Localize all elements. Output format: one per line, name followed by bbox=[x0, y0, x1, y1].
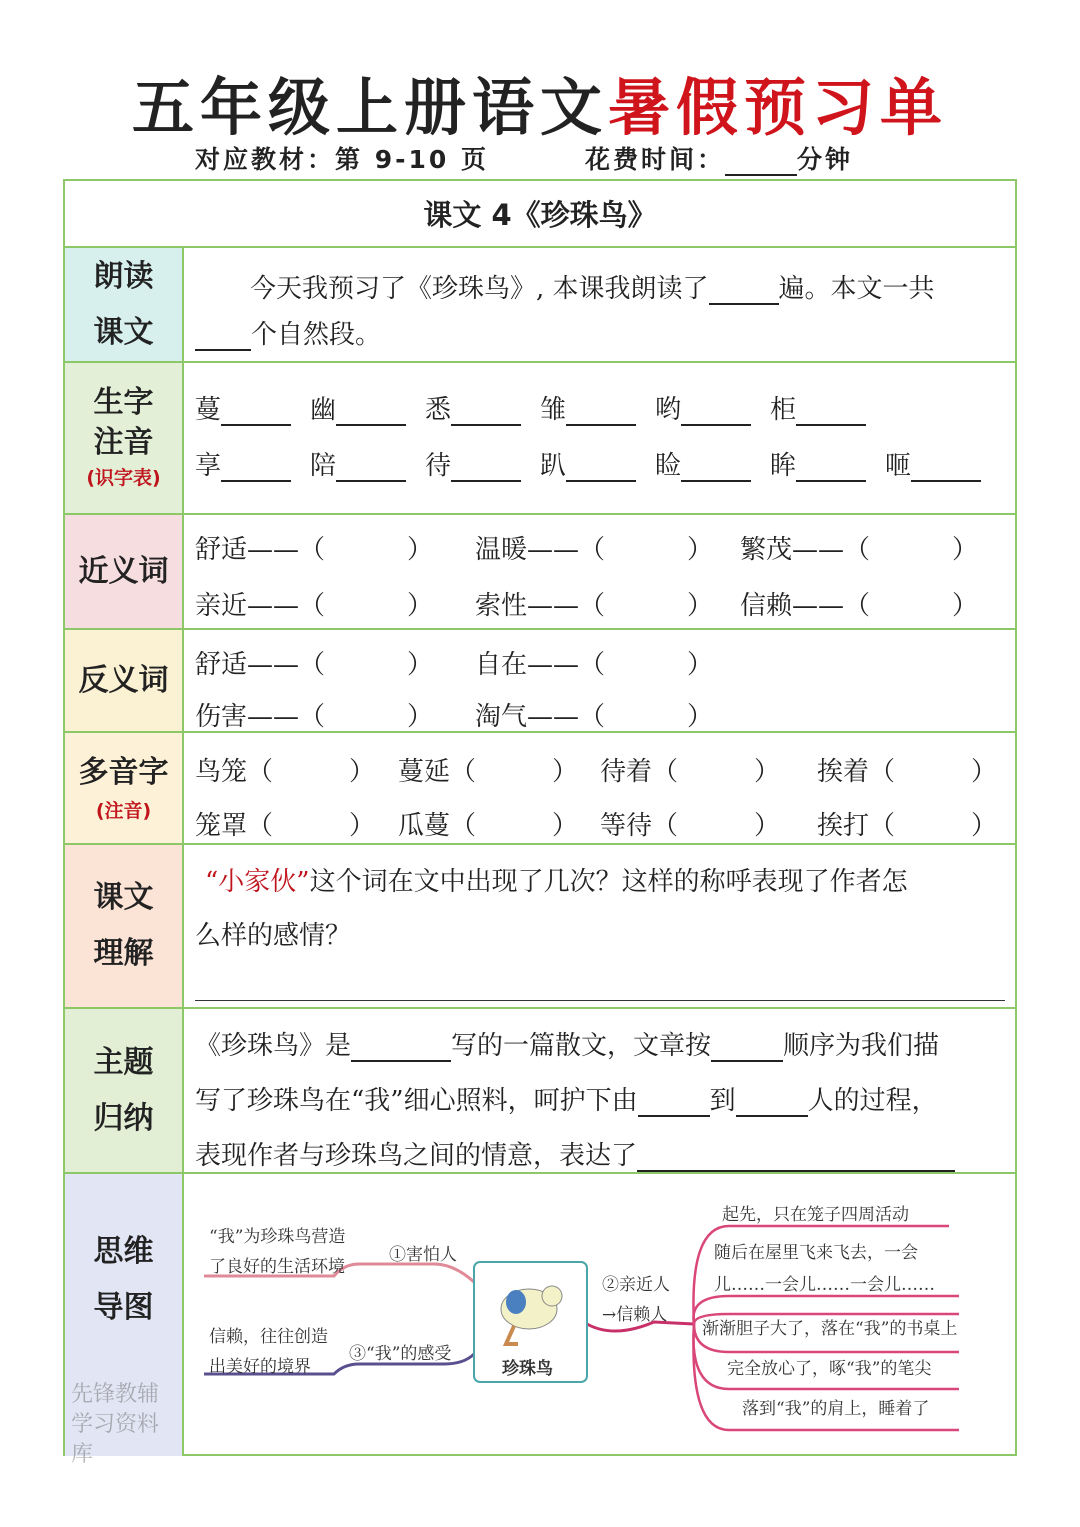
reading-row bbox=[65, 246, 1015, 361]
character-item bbox=[195, 445, 291, 482]
branch1-label: ①害怕人 bbox=[389, 1245, 457, 1265]
mindmap-row bbox=[65, 1172, 1015, 1467]
watermark: 先锋教辅学习资料库 bbox=[71, 1382, 160, 1467]
character-item bbox=[425, 389, 521, 426]
item-label: 温暖——（ bbox=[475, 535, 606, 565]
character: 陪 bbox=[310, 451, 337, 481]
close-paren: ） bbox=[971, 811, 998, 841]
close-paren: ） bbox=[687, 591, 714, 621]
branch2-step: 儿……一会儿……一会儿…… bbox=[714, 1275, 935, 1295]
branch2-label-2: →信赖人 bbox=[602, 1305, 668, 1325]
antonyms-label: 反义词 bbox=[65, 630, 184, 731]
pinyin-blank[interactable] bbox=[336, 402, 406, 426]
mind-map bbox=[184, 1174, 1014, 1456]
character-item bbox=[310, 445, 406, 482]
branch1-detail-1: “我”为珍珠鸟营造 bbox=[209, 1227, 346, 1247]
title-highlight: 暑假预习单 bbox=[608, 71, 949, 144]
character: 幽 bbox=[310, 395, 337, 425]
character-item bbox=[770, 389, 866, 426]
close-paren: ） bbox=[407, 650, 434, 680]
character: 悉 bbox=[425, 395, 452, 425]
item-label: 等待（ bbox=[600, 811, 679, 841]
close-paren: ） bbox=[687, 535, 714, 565]
polyphones-item bbox=[817, 751, 997, 788]
character: 眸 bbox=[770, 451, 797, 481]
character-item bbox=[770, 445, 866, 482]
close-paren: ） bbox=[407, 535, 434, 565]
to-blank[interactable] bbox=[736, 1115, 808, 1117]
reading-text: 今天我预习了《珍珠鸟》, 本课我朗读了 bbox=[250, 274, 709, 304]
pinyin-blank[interactable] bbox=[681, 458, 751, 482]
page-title bbox=[0, 58, 1080, 147]
pinyin-blank[interactable] bbox=[566, 458, 636, 482]
character: 睑 bbox=[655, 451, 682, 481]
close-paren: ） bbox=[349, 757, 376, 787]
polyphones-item bbox=[195, 805, 375, 842]
item-label: 挨着（ bbox=[817, 757, 896, 787]
polyphones-label: 多音字 (注音) bbox=[65, 733, 184, 843]
antonyms-item bbox=[195, 644, 433, 681]
synonyms-item bbox=[195, 585, 433, 622]
close-paren: ） bbox=[407, 591, 434, 621]
close-paren: ） bbox=[754, 757, 781, 787]
time-label: 花费时间： bbox=[585, 145, 726, 174]
pinyin-blank[interactable] bbox=[796, 402, 866, 426]
item-label: 蔓延（ bbox=[398, 757, 477, 787]
comprehension-row bbox=[65, 843, 1015, 1007]
title-main: 五年级上册语文 bbox=[131, 71, 608, 144]
item-label: 信赖——（ bbox=[740, 591, 871, 621]
synonyms-item bbox=[740, 529, 978, 566]
lesson-title: 课文 4《珍珠鸟》 bbox=[423, 198, 657, 232]
character-item bbox=[655, 445, 751, 482]
close-paren: ） bbox=[952, 535, 979, 565]
branch3-detail-2: 出美好的境界 bbox=[209, 1357, 311, 1377]
character-item bbox=[655, 389, 751, 426]
antonyms-item bbox=[475, 644, 713, 681]
quoted-word: “小家伙” bbox=[205, 867, 310, 897]
mindmap-label: 思维 导图 bbox=[65, 1174, 184, 1456]
character: 蔓 bbox=[195, 395, 222, 425]
branch2-label-1: ②亲近人 bbox=[602, 1275, 670, 1295]
item-label: 索性——（ bbox=[475, 591, 606, 621]
pinyin-blank[interactable] bbox=[451, 402, 521, 426]
close-paren: ） bbox=[952, 591, 979, 621]
item-label: 笼罩（ bbox=[195, 811, 274, 841]
character-item bbox=[310, 389, 406, 426]
characters-label: 生字 注音 (识字表) bbox=[65, 363, 184, 513]
pinyin-blank[interactable] bbox=[796, 458, 866, 482]
close-paren: ） bbox=[349, 811, 376, 841]
polyphones-item bbox=[817, 805, 997, 842]
character-item bbox=[885, 445, 981, 482]
item-label: 挨打（ bbox=[817, 811, 896, 841]
branch2-step: 落到“我”的肩上，睡着了 bbox=[742, 1399, 930, 1419]
close-paren: ） bbox=[971, 757, 998, 787]
antonyms-item bbox=[195, 696, 433, 733]
theme-label: 主题 归纳 bbox=[65, 1009, 184, 1172]
worksheet-table bbox=[63, 179, 1017, 1467]
item-label: 舒适——（ bbox=[195, 650, 326, 680]
pinyin-blank[interactable] bbox=[221, 402, 291, 426]
question-text-2: 么样的感情？ bbox=[195, 921, 352, 951]
character: 享 bbox=[195, 451, 222, 481]
item-label: 瓜蔓（ bbox=[398, 811, 477, 841]
order-blank[interactable] bbox=[711, 1060, 783, 1062]
polyphones-item bbox=[398, 805, 578, 842]
branch3-detail-1: 信赖，往往创造 bbox=[209, 1327, 328, 1347]
synonyms-item bbox=[475, 529, 713, 566]
character: 哟 bbox=[655, 395, 682, 425]
polyphones-item bbox=[600, 805, 780, 842]
close-paren: ） bbox=[407, 702, 434, 732]
character: 趴 bbox=[540, 451, 567, 481]
question-text: 这个词在文中出现了几次？这样的称呼表现了作者怎 bbox=[309, 867, 908, 897]
item-label: 伤害——（ bbox=[195, 702, 326, 732]
theme-row: 主题 归纳 《珍珠鸟》是 写的一篇散文，文章按 顺序为我们描 写了珍珠鸟在“我”细心照料，呵护下由 到 人的过程， 表现作者与珍珠鸟之间的情意，表达了 bbox=[65, 1007, 1015, 1172]
polyphones-row bbox=[65, 731, 1015, 843]
characters-row bbox=[65, 361, 1015, 513]
answer-line[interactable] bbox=[195, 1000, 1005, 1001]
antonyms-item bbox=[475, 696, 713, 733]
synonyms-item bbox=[740, 585, 978, 622]
item-label: 鸟笼（ bbox=[195, 757, 274, 787]
pinyin-blank[interactable] bbox=[911, 458, 981, 482]
paragraph-count-blank[interactable] bbox=[195, 349, 251, 351]
close-paren: ） bbox=[552, 757, 579, 787]
item-label: 亲近——（ bbox=[195, 591, 326, 621]
item-label: 舒适——（ bbox=[195, 535, 326, 565]
time-blank[interactable] bbox=[725, 174, 797, 176]
synonyms-row bbox=[65, 513, 1015, 628]
pinyin-blank[interactable] bbox=[566, 402, 636, 426]
character: 雏 bbox=[540, 395, 567, 425]
branch3-label: ③“我”的感受 bbox=[349, 1344, 452, 1364]
character-item bbox=[425, 445, 521, 482]
character-item bbox=[540, 389, 636, 426]
synonyms-item bbox=[475, 585, 713, 622]
reading-text-3: 个自然段。 bbox=[251, 320, 382, 350]
character: 待 bbox=[425, 451, 452, 481]
read-times-blank[interactable] bbox=[709, 303, 779, 305]
author-blank[interactable] bbox=[351, 1060, 451, 1062]
comprehension-label: 课文 理解 bbox=[65, 845, 184, 1007]
center-label: 珍珠鸟 bbox=[502, 1359, 553, 1379]
item-label: 繁茂——（ bbox=[740, 535, 871, 565]
synonyms-item bbox=[195, 529, 433, 566]
branch2-step: 起先，只在笼子四周活动 bbox=[722, 1205, 909, 1225]
polyphones-item bbox=[398, 751, 578, 788]
item-label: 自在——（ bbox=[475, 650, 606, 680]
antonyms-row bbox=[65, 628, 1015, 731]
branch2-step: 随后在屋里飞来飞去，一会 bbox=[714, 1243, 918, 1263]
character-item bbox=[195, 389, 291, 426]
pinyin-blank[interactable] bbox=[451, 458, 521, 482]
branch2-step: 完全放心了，啄“我”的笔尖 bbox=[727, 1359, 932, 1379]
reading-text-2: 遍。本文一共 bbox=[778, 274, 935, 304]
character: 咂 bbox=[885, 451, 912, 481]
branch2-step: 渐渐胆子大了，落在“我”的书桌上 bbox=[702, 1319, 958, 1339]
synonyms-label: 近义词 bbox=[65, 515, 184, 628]
branch1-detail-2: 了良好的生活环境 bbox=[209, 1257, 345, 1277]
character-item bbox=[540, 445, 636, 482]
close-paren: ） bbox=[687, 702, 714, 732]
character: 柜 bbox=[770, 395, 797, 425]
pinyin-blank[interactable] bbox=[336, 458, 406, 482]
close-paren: ） bbox=[754, 811, 781, 841]
reading-label: 朗读 课文 bbox=[65, 248, 184, 361]
close-paren: ） bbox=[687, 650, 714, 680]
close-paren: ） bbox=[552, 811, 579, 841]
time-unit: 分钟 bbox=[797, 145, 854, 174]
pinyin-blank[interactable] bbox=[221, 458, 291, 482]
textbook-pages: 对应教材：第 9-10 页 bbox=[195, 145, 489, 174]
item-label: 待着（ bbox=[600, 757, 679, 787]
polyphones-item bbox=[195, 751, 375, 788]
item-label: 淘气——（ bbox=[475, 702, 606, 732]
polyphones-item bbox=[600, 751, 780, 788]
time-spent bbox=[585, 140, 853, 176]
from-blank[interactable] bbox=[638, 1115, 710, 1117]
pinyin-blank[interactable] bbox=[681, 402, 751, 426]
